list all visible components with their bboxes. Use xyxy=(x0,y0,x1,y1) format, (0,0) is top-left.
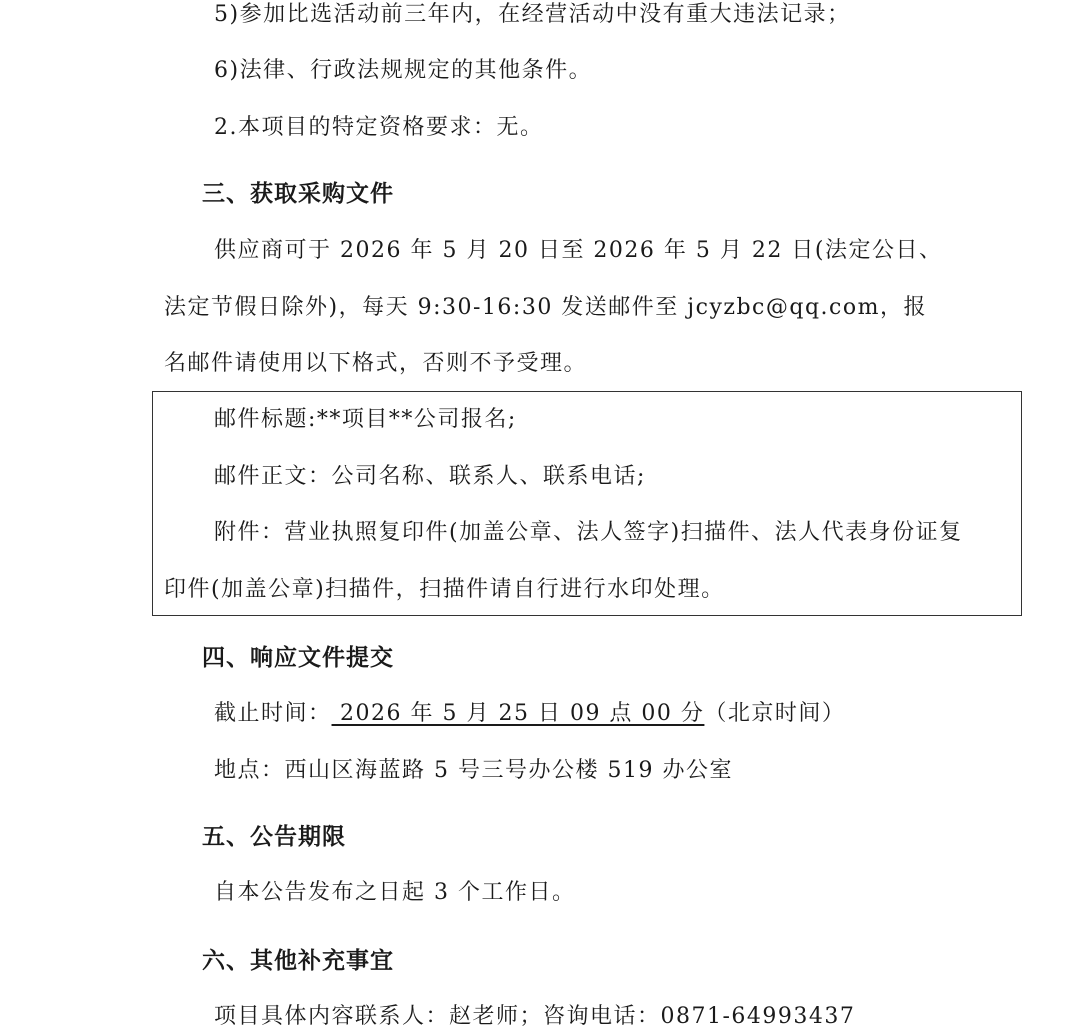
section-heading-4: 四、响应文件提交 xyxy=(202,645,394,671)
section-3-paragraph-line-3: 名邮件请使用以下格式，否则不予受理。 xyxy=(164,351,588,376)
section-3-paragraph-line-2: 法定节假日除外)，每天 9:30-16:30 发送邮件至 jcyzbc@qq.com，报 xyxy=(164,295,927,320)
section-heading-6: 六、其他补充事宜 xyxy=(202,948,394,974)
deadline-line xyxy=(214,699,845,729)
contact-line: 项目具体内容联系人：赵老师；咨询电话：0871-64993437 xyxy=(214,1004,856,1029)
deadline-label: 截止时间： xyxy=(214,701,332,726)
deadline-suffix: （北京时间） xyxy=(704,701,846,726)
email-attachment-line-1: 附件：营业执照复印件(加盖公章、法人签字)扫描件、法人代表身份证复 xyxy=(214,520,963,545)
email-attachment-line-2: 印件(加盖公章)扫描件，扫描件请自行进行水印处理。 xyxy=(164,577,725,602)
location-line: 地点：西山区海蓝路 5 号三号办公楼 519 办公室 xyxy=(214,758,733,783)
deadline-value: 2026 年 5 月 25 日 09 点 00 分 xyxy=(331,701,705,726)
email-body-line: 邮件正文：公司名称、联系人、联系电话; xyxy=(214,464,646,489)
section-3-paragraph-line-1: 供应商可于 2026 年 5 月 20 日至 2026 年 5 月 22 日(法定公日、 xyxy=(214,238,943,263)
requirement-line-5: 5)参加比选活动前三年内，在经营活动中没有重大违法记录； xyxy=(214,2,851,27)
section-heading-5: 五、公告期限 xyxy=(202,824,346,850)
announcement-period-line: 自本公告发布之日起 3 个工作日。 xyxy=(214,880,576,905)
section-heading-3: 三、获取采购文件 xyxy=(202,181,394,207)
special-requirement-line: 2.本项目的特定资格要求：无。 xyxy=(214,115,544,140)
email-subject-line: 邮件标题:**项目**公司报名; xyxy=(214,407,517,432)
requirement-line-6: 6)法律、行政法规规定的其他条件。 xyxy=(214,58,593,83)
